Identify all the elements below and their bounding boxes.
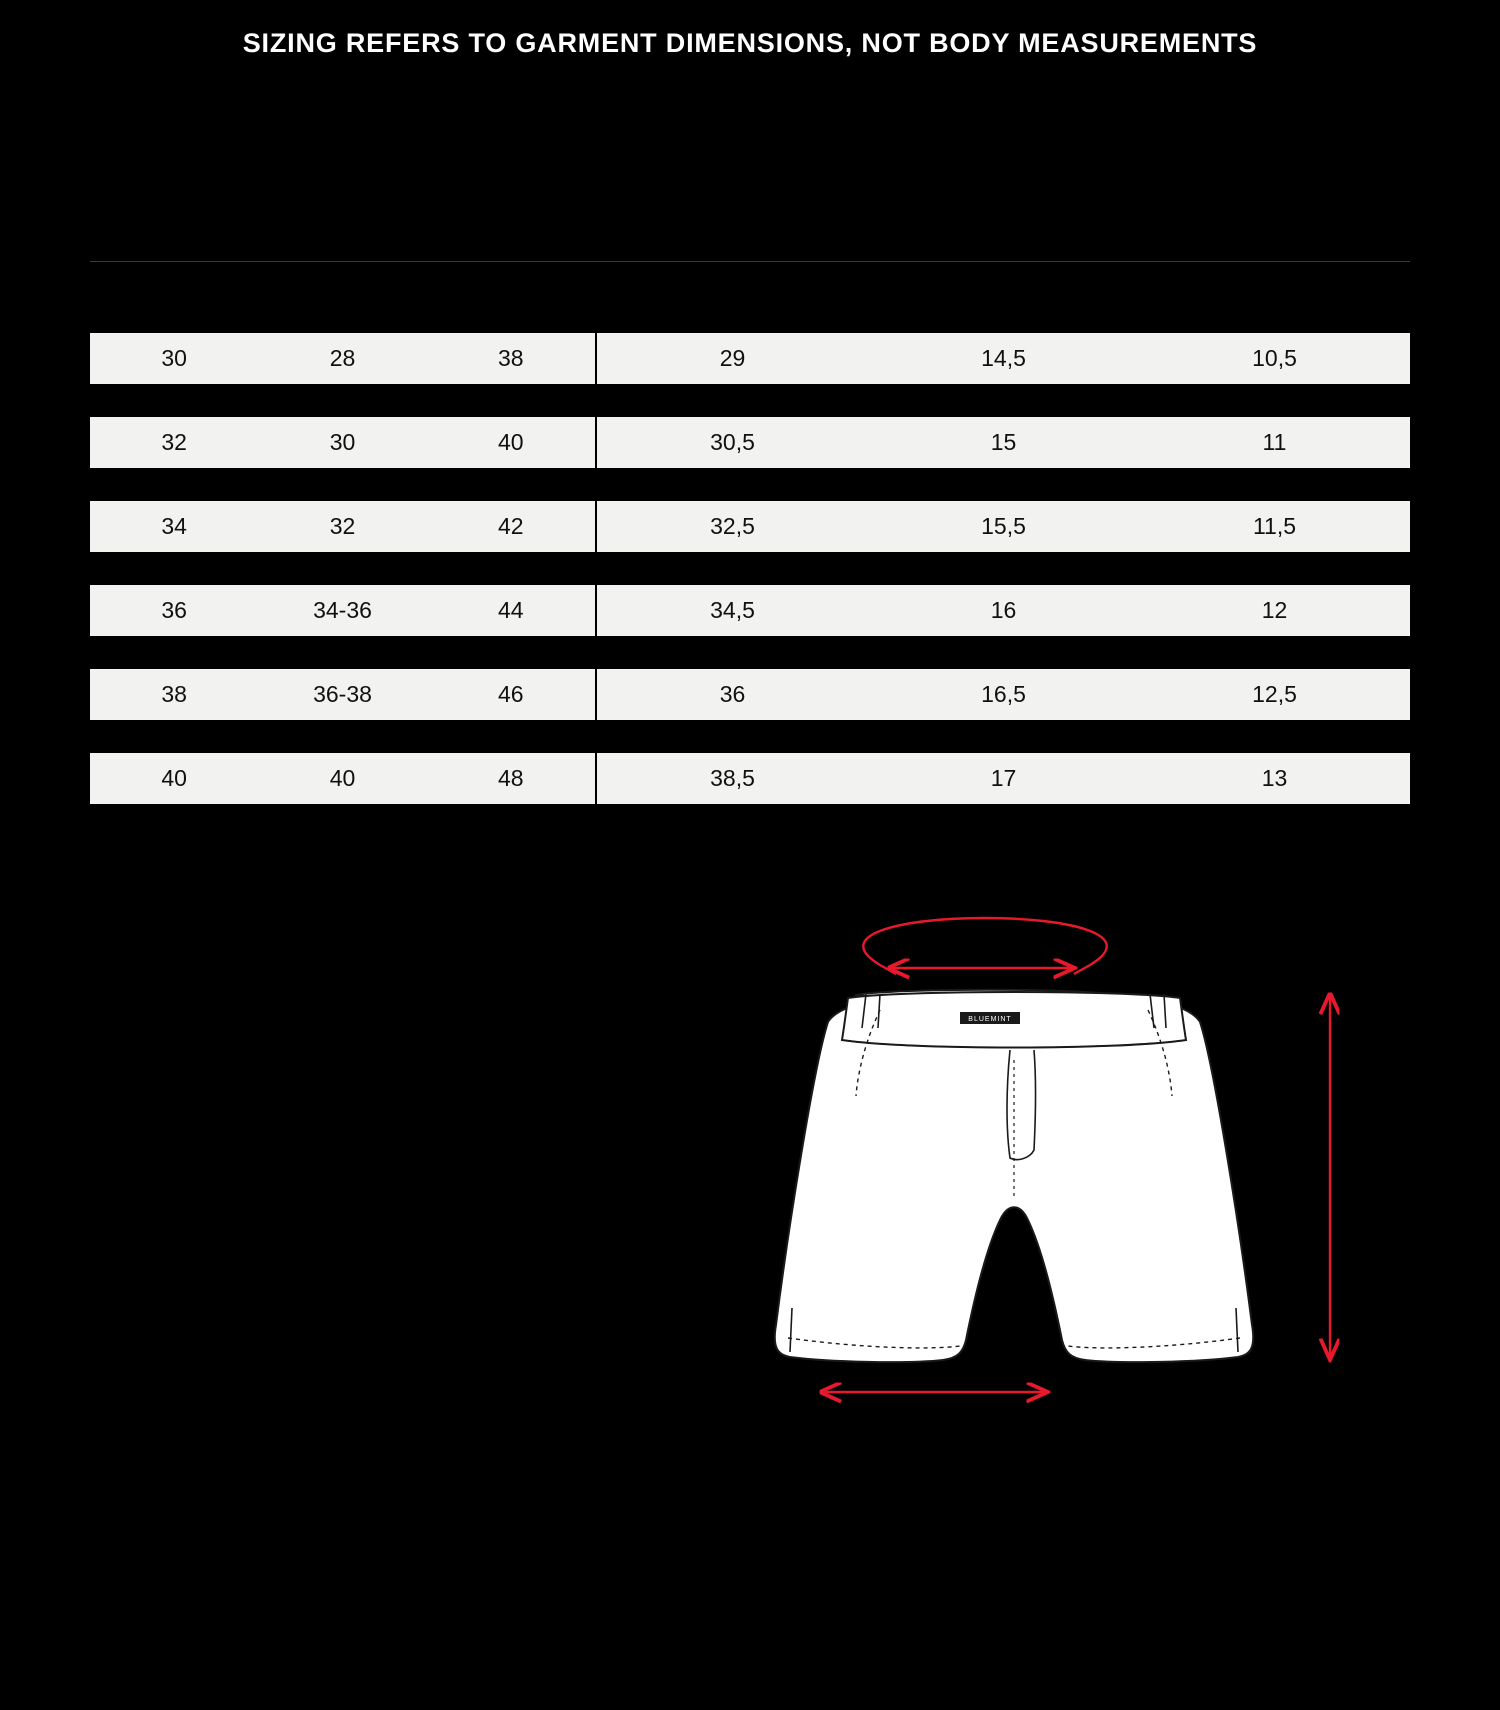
cell-waist: 34-36 — [313, 597, 372, 623]
row-group-left — [90, 669, 595, 720]
table-row — [90, 333, 1410, 384]
cell-size-uk: 40 — [161, 765, 187, 791]
cell-rise-cm: 12 — [1261, 597, 1288, 623]
cell-waist: 30 — [329, 429, 356, 455]
row-group-right — [597, 501, 1410, 552]
cell-inseam-cm: 15 — [990, 429, 1017, 455]
cell-size-eu: 42 — [498, 513, 524, 539]
cell-rise-cm: 13 — [1261, 765, 1288, 791]
row-group-left — [90, 417, 595, 468]
page-title: SIZING REFERS TO GARMENT DIMENSIONS, NOT BODY MEASUREMENTS — [242, 28, 1258, 58]
table-row — [90, 585, 1410, 636]
cell-inseam-cm: 16 — [990, 597, 1017, 623]
row-group-left — [90, 333, 595, 384]
cell-waist-cm: 29 — [719, 345, 746, 371]
row-group-right — [597, 585, 1410, 636]
row-group-left — [90, 501, 595, 552]
brand-label — [960, 1012, 1020, 1024]
shorts-outline — [775, 990, 1253, 1362]
table-row — [90, 417, 1410, 468]
cell-rise-cm: 12,5 — [1252, 681, 1297, 707]
cell-size-uk: 38 — [161, 681, 187, 707]
cell-rise-cm: 11 — [1262, 429, 1287, 455]
cell-size-uk: 36 — [161, 597, 187, 623]
waist-measure-arrow — [863, 918, 1106, 974]
table-row — [90, 669, 1410, 720]
row-group-left — [90, 753, 595, 804]
cell-size-uk: 34 — [161, 513, 187, 539]
cell-size-uk: 32 — [161, 429, 187, 455]
cell-waist-cm: 30,5 — [710, 429, 755, 455]
table-row — [90, 753, 1410, 804]
cell-size-eu: 38 — [498, 345, 524, 371]
table-row — [90, 501, 1410, 552]
cell-waist-cm: 36 — [719, 681, 746, 707]
cell-inseam-cm: 14,5 — [981, 345, 1026, 371]
cell-size-eu: 46 — [498, 681, 524, 707]
cell-waist-cm: 32,5 — [710, 513, 755, 539]
cell-size-uk: 30 — [161, 345, 187, 371]
cell-size-eu: 48 — [498, 765, 524, 791]
row-group-right — [597, 333, 1410, 384]
cell-inseam-cm: 17 — [990, 765, 1017, 791]
cell-size-eu: 40 — [498, 429, 524, 455]
header-divider — [90, 261, 1410, 262]
svg-text:BLUEMINT: BLUEMINT — [968, 1016, 1012, 1023]
cell-waist: 28 — [329, 345, 356, 371]
cell-waist: 40 — [329, 765, 356, 791]
cell-waist-cm: 34,5 — [710, 597, 755, 623]
cell-inseam-cm: 15,5 — [981, 513, 1026, 539]
cell-rise-cm: 11,5 — [1252, 513, 1297, 539]
row-group-right — [597, 669, 1410, 720]
size-table — [90, 333, 1410, 837]
row-group-right — [597, 753, 1410, 804]
row-group-right — [597, 417, 1410, 468]
cell-waist: 36-38 — [313, 681, 372, 707]
row-group-left — [90, 585, 595, 636]
cell-waist: 32 — [329, 513, 356, 539]
garment-diagram — [0, 900, 1500, 1460]
cell-inseam-cm: 16,5 — [981, 681, 1026, 707]
cell-size-eu: 44 — [498, 597, 524, 623]
cell-rise-cm: 10,5 — [1252, 345, 1297, 371]
cell-waist-cm: 38,5 — [710, 765, 755, 791]
